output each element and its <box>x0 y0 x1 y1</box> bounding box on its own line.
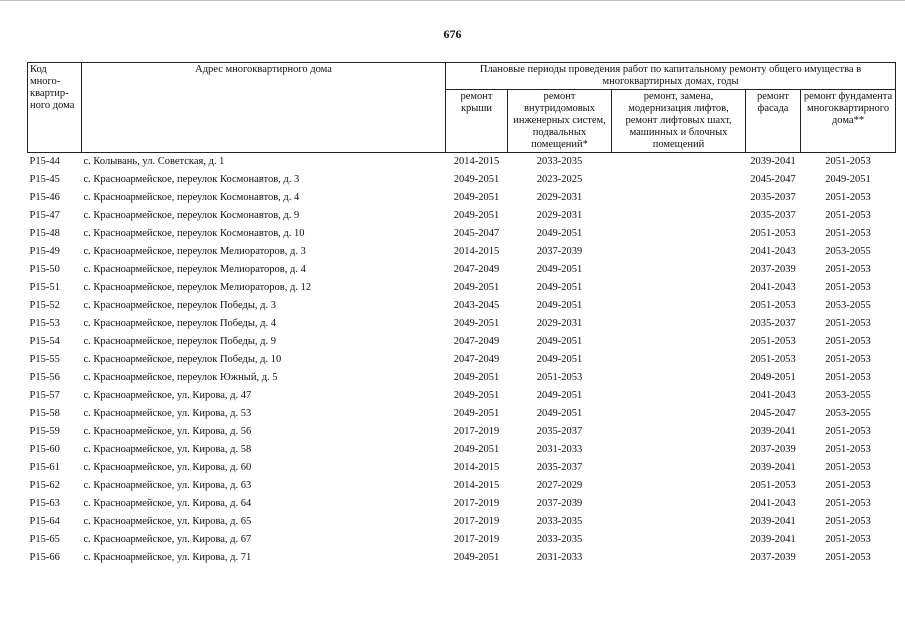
cell-foundation: 2053-2055 <box>825 390 871 401</box>
cell-elevators <box>612 207 746 225</box>
table-row <box>28 279 896 297</box>
table-row <box>28 477 896 495</box>
cell-roof: 2014-2015 <box>453 462 500 473</box>
cell-code: P15-54 <box>29 336 60 347</box>
cell-address: с. Красноармейское, ул. Кирова, д. 47 <box>83 390 252 401</box>
cell-code: P15-58 <box>29 408 60 419</box>
table-row <box>28 243 896 261</box>
cell-address: с. Красноармейское, переулок Победы, д. 4 <box>83 318 277 329</box>
repair-schedule-table <box>27 62 896 567</box>
cell-code: P15-57 <box>29 390 60 401</box>
table-row <box>28 171 896 189</box>
cell-elevators <box>612 369 746 387</box>
cell-engineering: 2035-2037 <box>536 462 583 473</box>
header-elevators: ремонт, замена, модернизация лифтов, ремонт лифтовых шахт, машинных и блочных помещений <box>612 90 746 153</box>
table-row <box>28 441 896 459</box>
table-row <box>28 351 896 369</box>
cell-facade: 2039-2041 <box>750 156 796 167</box>
cell-foundation: 2051-2053 <box>825 336 871 347</box>
cell-engineering: 2035-2037 <box>536 426 583 437</box>
cell-code: P15-52 <box>29 300 60 311</box>
cell-roof: 2017-2019 <box>453 534 500 545</box>
cell-elevators <box>612 261 746 279</box>
cell-code: P15-50 <box>29 264 60 275</box>
table-row <box>28 531 896 549</box>
cell-elevators <box>612 297 746 315</box>
table-row <box>28 207 896 225</box>
table-row <box>28 387 896 405</box>
cell-engineering: 2029-2031 <box>536 210 583 221</box>
cell-facade: 2037-2039 <box>750 444 796 455</box>
cell-address: с. Красноармейское, переулок Космонавтов, д. 4 <box>83 192 300 203</box>
table-row <box>28 189 896 207</box>
cell-code: P15-62 <box>29 480 60 491</box>
table-row <box>28 459 896 477</box>
page-number: 676 <box>443 27 462 41</box>
cell-address: с. Красноармейское, ул. Кирова, д. 60 <box>83 462 252 473</box>
table-row <box>28 405 896 423</box>
cell-code: P15-60 <box>29 444 60 455</box>
header-code: Код много-квартир-ного дома <box>28 63 82 153</box>
cell-code: P15-45 <box>29 174 60 185</box>
header-roof: ремонт крыши <box>446 90 508 153</box>
cell-elevators <box>612 189 746 207</box>
cell-facade: 2037-2039 <box>750 552 796 563</box>
cell-address: с. Красноармейское, ул. Кирова, д. 56 <box>83 426 252 437</box>
cell-foundation: 2051-2053 <box>825 462 871 473</box>
cell-foundation: 2051-2053 <box>825 264 871 275</box>
cell-facade: 2035-2037 <box>750 318 796 329</box>
cell-engineering: 2049-2051 <box>536 390 583 401</box>
table-row <box>28 333 896 351</box>
cell-elevators <box>612 315 746 333</box>
cell-facade: 2041-2043 <box>750 498 796 509</box>
cell-engineering: 2049-2051 <box>536 282 583 293</box>
cell-elevators <box>612 441 746 459</box>
cell-roof: 2049-2051 <box>453 282 500 293</box>
cell-roof: 2047-2049 <box>453 354 500 365</box>
cell-foundation: 2051-2053 <box>825 192 871 203</box>
cell-roof: 2014-2015 <box>453 156 500 167</box>
cell-roof: 2017-2019 <box>453 426 500 437</box>
cell-foundation: 2053-2055 <box>825 300 871 311</box>
cell-engineering: 2049-2051 <box>536 354 583 365</box>
cell-elevators <box>612 459 746 477</box>
cell-elevators <box>612 153 746 172</box>
cell-engineering: 2037-2039 <box>536 246 583 257</box>
cell-elevators <box>612 333 746 351</box>
cell-address: с. Красноармейское, ул. Кирова, д. 67 <box>83 534 252 545</box>
cell-code: P15-59 <box>29 426 60 437</box>
cell-roof: 2017-2019 <box>453 498 500 509</box>
table-row <box>28 297 896 315</box>
cell-engineering: 2031-2033 <box>536 444 583 455</box>
cell-foundation: 2051-2053 <box>825 426 871 437</box>
cell-address: с. Красноармейское, ул. Кирова, д. 58 <box>83 444 252 455</box>
cell-foundation: 2049-2051 <box>825 174 871 185</box>
cell-address: с. Красноармейское, ул. Кирова, д. 71 <box>83 552 252 563</box>
cell-code: P15-46 <box>29 192 60 203</box>
cell-address: с. Красноармейское, ул. Кирова, д. 65 <box>83 516 252 527</box>
cell-foundation: 2051-2053 <box>825 534 871 545</box>
cell-roof: 2049-2051 <box>453 192 500 203</box>
cell-elevators <box>612 549 746 567</box>
cell-facade: 2045-2047 <box>750 174 796 185</box>
cell-engineering: 2033-2035 <box>536 156 583 167</box>
cell-facade: 2041-2043 <box>750 282 796 293</box>
cell-address: с. Красноармейское, ул. Кирова, д. 64 <box>83 498 252 509</box>
table-row <box>28 315 896 333</box>
cell-facade: 2051-2053 <box>750 228 796 239</box>
cell-facade: 2037-2039 <box>750 264 796 275</box>
cell-elevators <box>612 387 746 405</box>
cell-engineering: 2031-2033 <box>536 552 583 563</box>
cell-foundation: 2053-2055 <box>825 408 871 419</box>
cell-roof: 2014-2015 <box>453 480 500 491</box>
cell-engineering: 2027-2029 <box>536 480 583 491</box>
cell-engineering: 2033-2035 <box>536 534 583 545</box>
cell-roof: 2049-2051 <box>453 318 500 329</box>
cell-foundation: 2051-2053 <box>825 354 871 365</box>
cell-facade: 2039-2041 <box>750 426 796 437</box>
cell-elevators <box>612 423 746 441</box>
cell-engineering: 2037-2039 <box>536 498 583 509</box>
table-row <box>28 369 896 387</box>
cell-engineering: 2049-2051 <box>536 408 583 419</box>
cell-facade: 2051-2053 <box>750 354 796 365</box>
cell-elevators <box>612 225 746 243</box>
table-body <box>28 153 896 568</box>
cell-engineering: 2049-2051 <box>536 300 583 311</box>
cell-roof: 2017-2019 <box>453 516 500 527</box>
header-foundation: ремонт фундамента многоквартирного дома** <box>801 90 896 153</box>
cell-facade: 2041-2043 <box>750 246 796 257</box>
cell-code: P15-65 <box>29 534 60 545</box>
cell-code: P15-53 <box>29 318 60 329</box>
cell-address: с. Красноармейское, переулок Южный, д. 5 <box>83 372 278 383</box>
cell-engineering: 2033-2035 <box>536 516 583 527</box>
cell-roof: 2047-2049 <box>453 336 500 347</box>
cell-code: P15-63 <box>29 498 60 509</box>
cell-facade: 2039-2041 <box>750 516 796 527</box>
cell-engineering: 2029-2031 <box>536 192 583 203</box>
cell-roof: 2049-2051 <box>453 372 500 383</box>
header-facade: ремонт фасада <box>746 90 801 153</box>
cell-elevators <box>612 405 746 423</box>
cell-elevators <box>612 351 746 369</box>
cell-foundation: 2051-2053 <box>825 318 871 329</box>
cell-roof: 2043-2045 <box>453 300 500 311</box>
cell-address: с. Красноармейское, ул. Кирова, д. 63 <box>83 480 252 491</box>
cell-foundation: 2051-2053 <box>825 282 871 293</box>
cell-foundation: 2051-2053 <box>825 480 871 491</box>
cell-code: P15-56 <box>29 372 60 383</box>
cell-facade: 2045-2047 <box>750 408 796 419</box>
cell-engineering: 2049-2051 <box>536 336 583 347</box>
table-row <box>28 495 896 513</box>
cell-roof: 2014-2015 <box>453 246 500 257</box>
cell-foundation: 2051-2053 <box>825 372 871 383</box>
header-address: Адрес многоквартирного дома <box>82 63 446 153</box>
cell-facade: 2035-2037 <box>750 192 796 203</box>
cell-code: P15-51 <box>29 282 60 293</box>
cell-foundation: 2051-2053 <box>825 228 871 239</box>
cell-address: с. Красноармейское, переулок Мелиораторов, д. 4 <box>83 264 306 275</box>
cell-elevators <box>612 243 746 261</box>
cell-roof: 2045-2047 <box>453 228 500 239</box>
cell-address: с. Красноармейское, переулок Победы, д. 3 <box>83 300 277 311</box>
table-row <box>28 513 896 531</box>
cell-roof: 2049-2051 <box>453 210 500 221</box>
cell-elevators <box>612 513 746 531</box>
cell-roof: 2049-2051 <box>453 408 500 419</box>
cell-address: с. Красноармейское, переулок Мелиораторов, д. 3 <box>83 246 306 257</box>
cell-facade: 2039-2041 <box>750 534 796 545</box>
cell-engineering: 2049-2051 <box>536 228 583 239</box>
table-row <box>28 423 896 441</box>
cell-facade: 2051-2053 <box>750 300 796 311</box>
cell-foundation: 2051-2053 <box>825 156 871 167</box>
cell-code: P15-64 <box>29 516 60 527</box>
cell-elevators <box>612 531 746 549</box>
cell-code: P15-55 <box>29 354 60 365</box>
cell-elevators <box>612 477 746 495</box>
cell-engineering: 2023-2025 <box>536 174 583 185</box>
cell-foundation: 2053-2055 <box>825 246 871 257</box>
table-row <box>28 261 896 279</box>
cell-code: P15-48 <box>29 228 60 239</box>
cell-address: с. Колывань, ул. Советская, д. 1 <box>83 156 225 167</box>
top-scan-rule <box>0 0 905 1</box>
cell-roof: 2049-2051 <box>453 552 500 563</box>
cell-engineering: 2029-2031 <box>536 318 583 329</box>
cell-address: с. Красноармейское, переулок Космонавтов, д. 3 <box>83 174 300 185</box>
cell-roof: 2047-2049 <box>453 264 500 275</box>
cell-address: с. Красноармейское, переулок Космонавтов, д. 9 <box>83 210 300 221</box>
cell-code: P15-49 <box>29 246 60 257</box>
header-engineering: ремонт внутридомовых инженерных систем, подвальных помещений* <box>508 90 612 153</box>
cell-facade: 2035-2037 <box>750 210 796 221</box>
cell-elevators <box>612 495 746 513</box>
cell-address: с. Красноармейское, ул. Кирова, д. 53 <box>83 408 252 419</box>
cell-foundation: 2051-2053 <box>825 516 871 527</box>
cell-foundation: 2051-2053 <box>825 210 871 221</box>
cell-foundation: 2051-2053 <box>825 498 871 509</box>
cell-code: P15-66 <box>29 552 60 563</box>
cell-address: с. Красноармейское, переулок Мелиораторов, д. 12 <box>83 282 312 293</box>
cell-code: P15-47 <box>29 210 60 221</box>
cell-facade: 2049-2051 <box>750 372 796 383</box>
cell-engineering: 2051-2053 <box>536 372 583 383</box>
cell-facade: 2041-2043 <box>750 390 796 401</box>
cell-roof: 2049-2051 <box>453 174 500 185</box>
table-row <box>28 153 896 172</box>
cell-code: P15-61 <box>29 462 60 473</box>
cell-foundation: 2051-2053 <box>825 552 871 563</box>
cell-facade: 2051-2053 <box>750 336 796 347</box>
table-row <box>28 549 896 567</box>
cell-address: с. Красноармейское, переулок Космонавтов, д. 10 <box>83 228 305 239</box>
cell-facade: 2051-2053 <box>750 480 796 491</box>
header-periods: Плановые периоды проведения работ по капитальному ремонту общего имущества в многоквартирных домах, годы <box>446 63 896 90</box>
cell-code: P15-44 <box>29 156 60 167</box>
table-row <box>28 225 896 243</box>
cell-elevators <box>612 171 746 189</box>
cell-address: с. Красноармейское, переулок Победы, д. 10 <box>83 354 282 365</box>
cell-roof: 2049-2051 <box>453 390 500 401</box>
cell-address: с. Красноармейское, переулок Победы, д. 9 <box>83 336 277 347</box>
cell-foundation: 2051-2053 <box>825 444 871 455</box>
cell-engineering: 2049-2051 <box>536 264 583 275</box>
cell-facade: 2039-2041 <box>750 462 796 473</box>
cell-roof: 2049-2051 <box>453 444 500 455</box>
cell-elevators <box>612 279 746 297</box>
